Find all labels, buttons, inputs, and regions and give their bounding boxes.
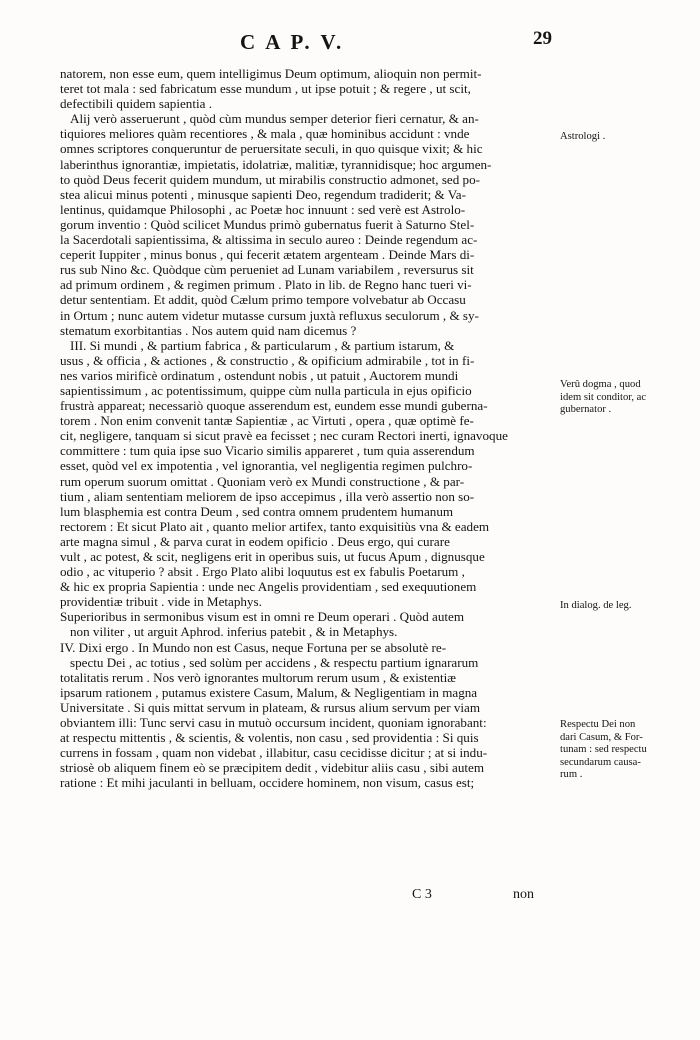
text-line: at respectu mittentis , & scientis, & volentis, non casu , sed providentia : Si quis [60,730,479,746]
margin-note-line: In dialog. de leg. [560,600,632,611]
text-line: lum blasphemia est contra Deum , sed contra omnem prudentem humanum [60,503,454,519]
text-line: rectorem : Et sicut Plato ait , quanto melior artifex, tanto exquisitiùs vna & eadem [60,518,490,534]
text-line: ad primum ordinem , & regimen primum . Plato in lib. de Regno hanc tueri vi- [60,277,472,293]
text-line: natorem, non esse eum, quem intelligimus Deum optimum, alioquin non permit- [60,66,482,81]
text-line: to quòd Deus fecerit quidem mundum, ut mirabilis constructio admonet, sed po- [60,171,481,187]
text-line: tiquiores meliores quàm recentiores , & mala , quæ hominibus accidunt : vnde [60,126,470,142]
text-line: nes varios mirificè ordinatum , ostendunt nobis , ut patuit , Auctorem mundi [60,367,459,383]
text-line: stea alicui minus potenti , minusque sapienti Deo, regendum tradiderit; & Va- [60,186,466,202]
text-line: torem . Non enim convenit tantæ Sapientiæ , ac Virtuti , opera , quæ optimè fe- [60,413,474,429]
text-line: rum operum suorum omittat . Quoniam verò ex Mundi constructione , & par- [60,473,465,489]
running-title: C A P. V. [240,30,345,54]
text-line: omnes scriptores conqueruntur de peruersitate seculi, in quo quisque vixit; & hic [60,141,483,157]
text-line: laberinthus ignorantiæ, impietatis, idolatriæ, malitiæ, tyrannidisque; hoc argumen- [60,156,492,172]
catchword: non [513,887,534,902]
text-line: arte magna simul , & parva curat in eodem opificio . Deus ergo, qui curare [60,533,450,549]
body-text [60,66,555,791]
text-line: gorum inventio : Quòd scilicet Mundus primò gubernatus fuerit à Saturno Stel- [60,216,475,232]
text-line: teret tot mala : sed fabricatum esse mundum , ut ipse potuit ; & regere , ut scit, [60,81,471,97]
page-footer [0,887,700,907]
margin-note-astrologi [560,131,695,144]
margin-note-line: secundarum causa- [560,756,641,768]
margin-note-line: Astrologi . [560,131,606,142]
text-line: usus , & officia , & actiones , & constructio , & opificium admirabile , tot in fi- [60,352,475,368]
text-line: rus sub Nino &c. Quòdque cùm perueniet ad Lunam variabilem , reversurus sit [60,262,474,278]
text-line: esset, quòd vel ex impotentia , vel ignorantia, vel negligentia regimen pulchro- [60,458,473,474]
text-line: obviantem illi: Tunc servi casu in mutuò occursum incident, quoniam ignorabant: [60,715,487,731]
margin-note-line: idem sit conditor, ac [560,391,647,403]
text-line: & hic ex propria Sapientia : unde nec Angelis providentiam , sed exequutionem [60,579,477,595]
margin-note-dialog [560,600,695,613]
text-line: cit, negligere, tanquam si sicut pravè ea fecisset ; nec curam Rectori inerti, ignavoque [60,428,508,444]
page-number: 29 [533,28,552,49]
text-line: stematum exorbitantias . Nos autem quid nam dicemus ? [60,322,357,338]
text-line: defectibili quidem sapientia . [60,96,212,112]
text-line: detur sententiam. Et addit, quòd Cælum primo tempore volvebatur ab Occasu [60,292,466,308]
text-line: spectu Dei , ac totius , sed solùm per accidens , & respectu partium ignararum [70,654,479,670]
text-line: odio , ac vituperio ? absit . Ergo Plato alibi loquutus est ex fabulis Poetarum , [60,564,465,580]
text-line: striosè ob aliquem finem eò se præcipitem dedit , videbitur aliis casu , sibi autem [60,760,484,776]
margin-note-line: dari Casum, & For- [560,731,643,743]
signature-mark: C 3 [412,887,432,902]
text-line: vult , ac potest, & scit, negligens erit in operibus suis, ut fucus Apum , dignusque [60,549,485,564]
margin-note-line: tunam : sed respectu [560,744,647,755]
margin-note-line: rum . [560,769,583,780]
text-line: IV. Dixi ergo . In Mundo non est Casus, neque Fortuna per se absolutè re- [60,639,447,655]
text-line: la Sacerdotali sapientissima, & altissima in seculo aureo : Deinde regendum ac- [60,232,478,248]
text-line: totalitatis rerum . Nos verò ignorantes multorum rerum usum , & existentiæ [60,669,457,685]
text-line: Superioribus in sermonibus visum est in omni re Deum operari . Quòd autem [60,609,465,625]
text-line: currens in fossam , quam non videbat , illabitur, casu cecidisse dicitur ; at si indu- [60,745,488,761]
margin-note-line: Verû dogma , quod [560,379,641,390]
text-line: non viliter , ut arguit Aphrod. inferius patebit , & in Metaphys. [70,624,398,640]
text-line: sapientissimum , ac potentissimum, quippe cùm nulla particula in ejus opificio [60,382,472,398]
text-line: committere : tum quia ipse suo Vicario similis appareret , tum quia asserendum [60,443,475,459]
text-line: Universitate . Si quis mittat servum in plateam, & rursus alium servum per viam [60,699,481,715]
text-line: frustrà appareat; necessariò quoque asserendum est, eundem esse mundi guberna- [60,398,488,414]
text-line: lentinus, quidamque Philosophi , ac Poetæ hoc innuunt : sed verè est Astrolo- [60,201,466,217]
text-line: ipsarum rationem , putamus existere Casum, Malum, & Negligentiam in magna [60,684,478,700]
text-line: tium , aliam sententiam meliorem de ipso accepimus , illa verò assertio non so- [60,488,475,504]
margin-note-dogma [560,379,695,417]
text-line: ratione : Et mihi jaculanti in belluam, occidere hominem, non visum, casus est; [60,775,475,791]
text-line: III. Si mundi , & partium fabrica , & particularum , & partium istarum, & [70,337,455,353]
margin-note-respectu [560,719,695,782]
text-line: Alij verò asseruerunt , quòd cùm mundus semper deterior fieri cernatur, & an- [70,111,479,127]
margin-note-line: gubernator . [560,404,612,415]
text-line: ceperit Iuppiter , minus bonus , qui fecerit ætatem argenteam . Deinde Mars di- [60,247,475,263]
text-line: providentiæ tribuit . vide in Metaphys. [60,594,262,610]
text-line: in Ortum ; nunc autem videtur mutasse cursum juxtà refluxus seculorum , & sy- [60,307,479,323]
margin-note-line: Respectu Dei non [560,719,636,730]
